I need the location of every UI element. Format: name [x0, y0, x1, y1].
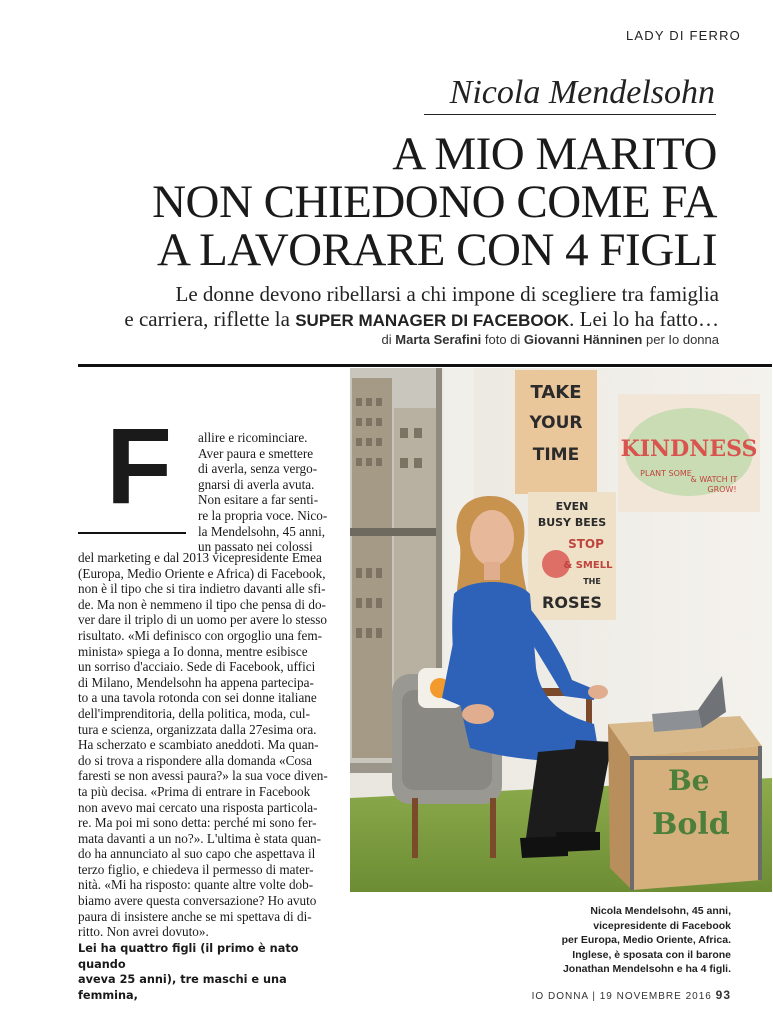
section-divider	[78, 364, 772, 367]
section-label: LADY DI FERRO	[625, 28, 741, 43]
poster-grow-text: GROW!	[707, 485, 737, 494]
body-line: ver dare il triplo di un uomo per avere lo stesso	[78, 612, 328, 628]
subhead-line-2	[19, 307, 719, 333]
drop-cap: F	[106, 405, 172, 526]
body-line: do si trova a rispondere alla domanda «Cosa	[78, 752, 313, 768]
body-line: tura e scienza, organizzata dalla 27esima ora.	[78, 721, 317, 737]
body-line: terzo figlio, e chiedeva il permesso di mater-	[78, 861, 314, 877]
body-line: mata davanti a un no?». L'ultima è stata quan-	[78, 830, 321, 846]
body-line: do ha annunciato al suo capo che aspettava il	[78, 846, 316, 862]
body-line: di Milano, Mendelsohn ha appena partecipa-	[78, 674, 314, 690]
caption-line: Nicola Mendelsohn, 45 anni,	[590, 905, 731, 917]
poster-stop-text: STOP	[568, 537, 604, 551]
byline-publication: per Io donna	[642, 332, 719, 347]
body-text-narrow	[198, 430, 338, 555]
poster-roses-text: ROSES	[542, 593, 602, 612]
body-line: la Mendelsohn, 45 anni,	[198, 523, 326, 539]
poster-busybees-text: BUSY BEES	[537, 516, 607, 529]
poster-take-text: TAKE	[530, 382, 582, 403]
body-line: paura di insistere anche se mi spettava di di-	[78, 908, 312, 924]
byline	[382, 332, 719, 347]
body-line: de. Ma non è nemmeno il tipo che pensa di do-	[78, 596, 326, 612]
body-text-bold	[78, 941, 338, 1003]
poster-kindness-text: KINDNESS	[620, 436, 758, 462]
footer-text: IO DONNA | 19 NOVEMBRE 2016	[531, 991, 712, 1002]
body-line: re la propria voce. Nico-	[198, 507, 328, 523]
body-line: un passato nei colossi	[198, 539, 313, 555]
headline-line-1: A MIO MARITO	[392, 128, 717, 180]
body-line: un sorriso d'acciaio. Sede di Facebook, uffici	[78, 659, 316, 675]
caption-line: per Europa, Medio Oriente, Africa.	[561, 934, 731, 947]
subhead-text: e carriera, riflette la	[124, 307, 296, 331]
byline-author: Marta Serafini	[395, 332, 482, 347]
body-line: faresti se non avessi paura?» la sua voce diven-	[78, 768, 328, 784]
body-line: dell'imprenditoria, della politica, moda, cul-	[78, 705, 310, 721]
body-line: non avevo mai cercato una risposta particola-	[78, 799, 318, 815]
subhead-line-1: Le donne devono ribellarsi a chi impone di scegliere tra famiglia	[175, 282, 719, 306]
poster-even-text: EVEN	[555, 500, 589, 513]
body-text	[78, 550, 338, 940]
page-number: 93	[715, 988, 731, 1002]
body-line: gnarsi di averla avuta.	[198, 476, 315, 492]
poster-time-text: TIME	[532, 445, 580, 465]
body-line: re. Ma poi mi sono detta: perché mi sono fer-	[78, 815, 317, 831]
body-line: risultato. «Mi definisco con orgoglio una fem-	[78, 627, 323, 643]
body-line: minista» spiega a Io donna, mentre esibisce	[78, 643, 308, 659]
poster-your-text: YOUR	[529, 413, 583, 433]
body-line: non è il tipo che si tira indietro davanti alle sfi-	[78, 581, 326, 597]
body-line: Aver paura e smettere	[198, 445, 314, 461]
body-line: del marketing e dal 2013 vicepresidente Emea	[78, 550, 322, 565]
box-bold-text: Bold	[652, 807, 730, 842]
caption-line: Inglese, è sposata con il barone	[572, 948, 731, 961]
subhead-highlight: SUPER MANAGER DI FACEBOOK	[295, 311, 570, 330]
caption-line: Jonathan Mendelsohn e ha 4 figli.	[562, 963, 731, 976]
headline-line-3: A LAVORARE CON 4 FIGLI	[157, 224, 717, 276]
poster-watch-text: & WATCH IT	[690, 475, 738, 484]
box-be-text: Be	[668, 764, 710, 797]
body-line: biamo avere questa conversazione? Ho avuto	[78, 893, 317, 909]
person-name: Nicola Mendelsohn	[449, 74, 715, 111]
body-line-bold: Lei ha quattro figli (il primo è nato quando	[78, 942, 299, 971]
body-line: nità. «Mi ha risposto: quante altre volte dob-	[78, 877, 314, 893]
body-line-bold: aveva 25 anni), tre maschi e una femmina,	[78, 973, 287, 1002]
poster-smell-text: & SMELL	[563, 560, 613, 571]
photo-illustration	[350, 368, 772, 892]
byline-photographer: Giovanni Hänninen	[523, 332, 643, 347]
subhead-text-end: . Lei lo ha fatto…	[569, 307, 719, 331]
page-footer	[532, 988, 731, 1002]
body-line: allire e ricominciare.	[198, 430, 308, 445]
photo-caption	[501, 904, 731, 977]
body-line: ta più decisa. «Prima di entrare in Facebook	[78, 783, 311, 799]
body-line: Ha scherzato e scambiato aneddoti. Ma quan-	[78, 737, 319, 753]
byline-di: di	[381, 332, 396, 347]
poster-plant-text: PLANT SOME	[640, 469, 692, 478]
poster-the-text: THE	[583, 577, 601, 586]
portrait-photo	[350, 368, 772, 892]
drop-cap-rule	[78, 532, 186, 534]
headline	[37, 130, 717, 274]
caption-line: vicepresidente di Facebook	[593, 919, 731, 932]
byline-foto: foto di	[481, 332, 524, 347]
person-underline	[424, 114, 716, 115]
body-line: to a una tavola rotonda con sei donne italiane	[78, 690, 317, 706]
body-line: (Europa, Medio Oriente e Africa) di Facebook,	[78, 565, 326, 581]
body-line: di averla, senza vergo-	[198, 461, 318, 477]
body-line: ritto. Non avrei dovuto».	[78, 924, 209, 940]
body-line: Non esitare a far senti-	[198, 492, 319, 508]
subheadline	[19, 282, 719, 333]
headline-line-2: NON CHIEDONO COME FA	[152, 176, 717, 228]
